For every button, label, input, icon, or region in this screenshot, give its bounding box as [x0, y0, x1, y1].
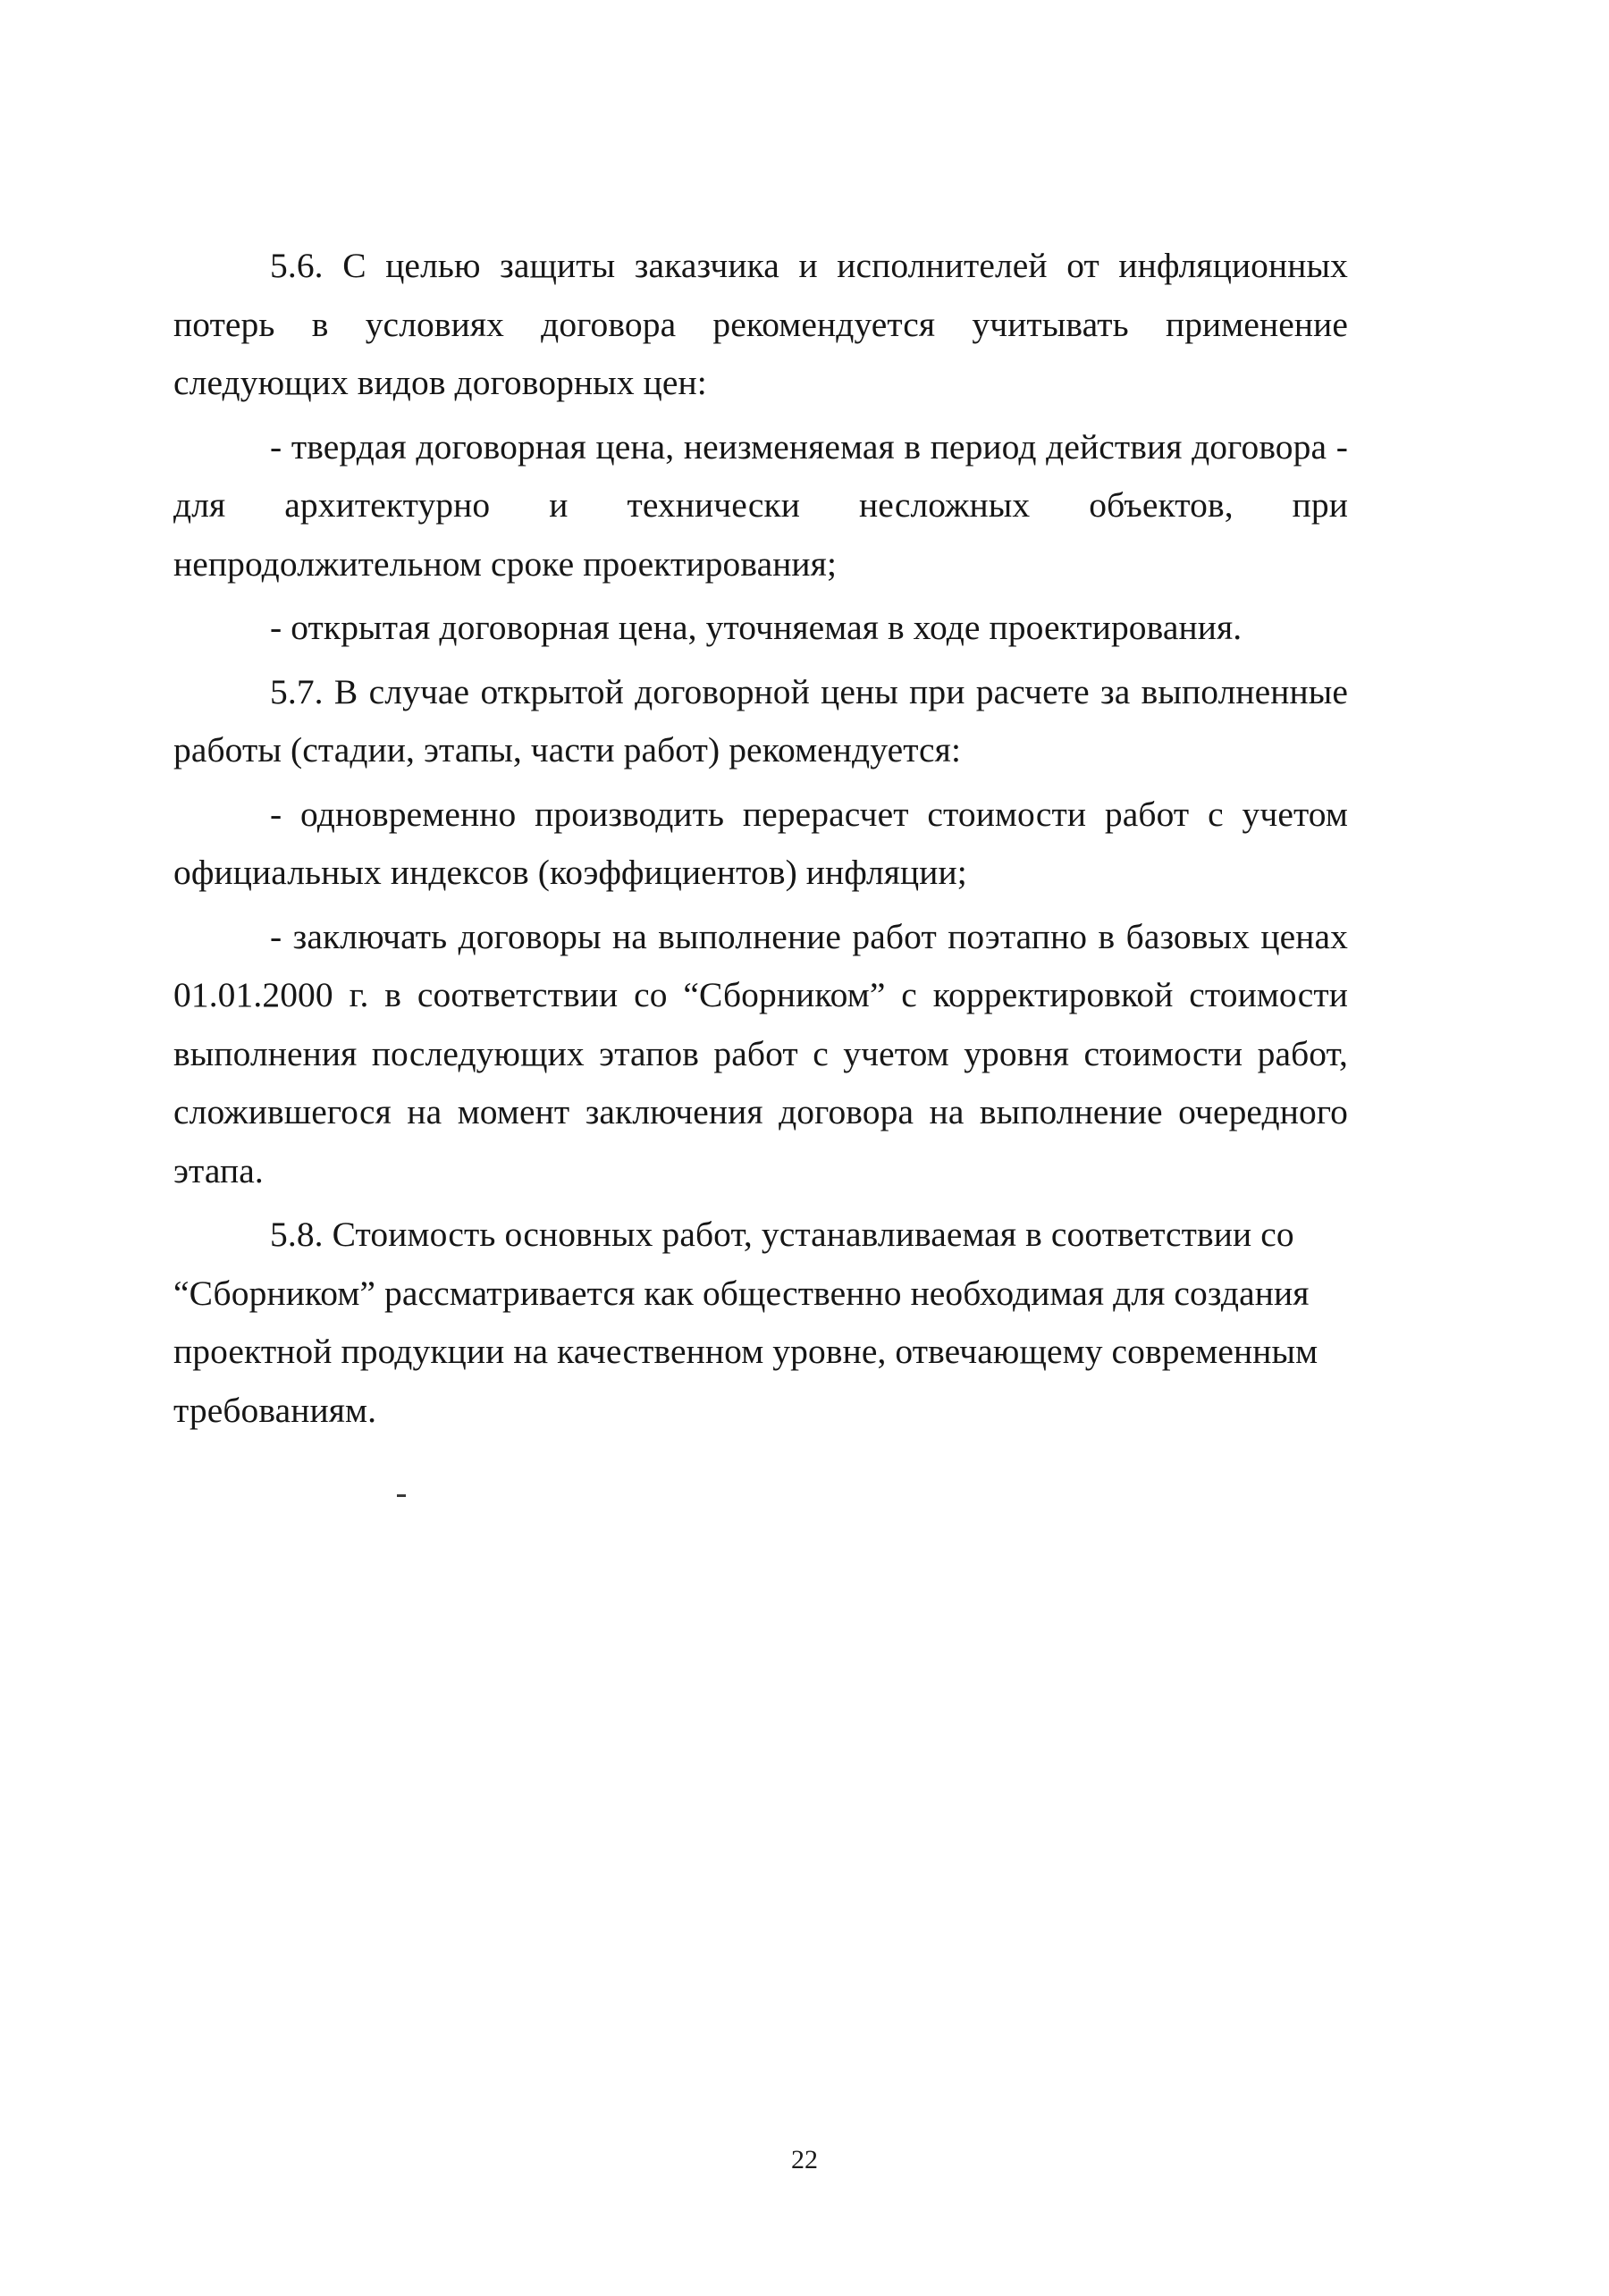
list-item-staged-contracts: - заключать договоры на выполнение работ поэтапно в базовых ценах 01.01.2000 г. в соответствии со “Сборником” с корректировкой стоимости выполнения последующих этапов работ с учетом уровня стоимости работ, сложившегося на момент заключения договора на выполнение очередного этапа. [173, 916, 1348, 1190]
list-item-recalculation: - одновременно производить перерасчет стоимости работ с учетом официальных индексов (коэффициентов) инфляции; [173, 794, 1348, 892]
page-number: 22 [791, 2145, 818, 2174]
scan-artifact-dash [397, 1494, 406, 1497]
body-text [173, 237, 1348, 1445]
paragraph-5-7: 5.7. В случае открытой договорной цены при расчете за выполненные работы (стадии, этапы, части работ) рекомендуется: [173, 671, 1348, 770]
paragraph-5-6: 5.6. С целью защиты заказчика и исполнителей от инфляционных потерь в условиях договора рекомендуется учитывать применение следующих видов договорных цен: [173, 246, 1348, 402]
paragraph-5-8: 5.8. Стоимость основных работ, устанавливаемая в соответствии со “Сборником” рассматривается как общественно необходимая для создания проектной продукции на качественном уровне, отвечающему современным требованиям. [173, 1215, 1318, 1430]
list-item-open-price: - открытая договорная цена, уточняемая в ходе проектирования. [270, 608, 1243, 647]
list-item-fixed-price: - твердая договорная цена, неизменяемая в период действия договора - для архитектурно и технически несложных объектов, при непродолжительном сроке проектирования; [173, 426, 1348, 584]
